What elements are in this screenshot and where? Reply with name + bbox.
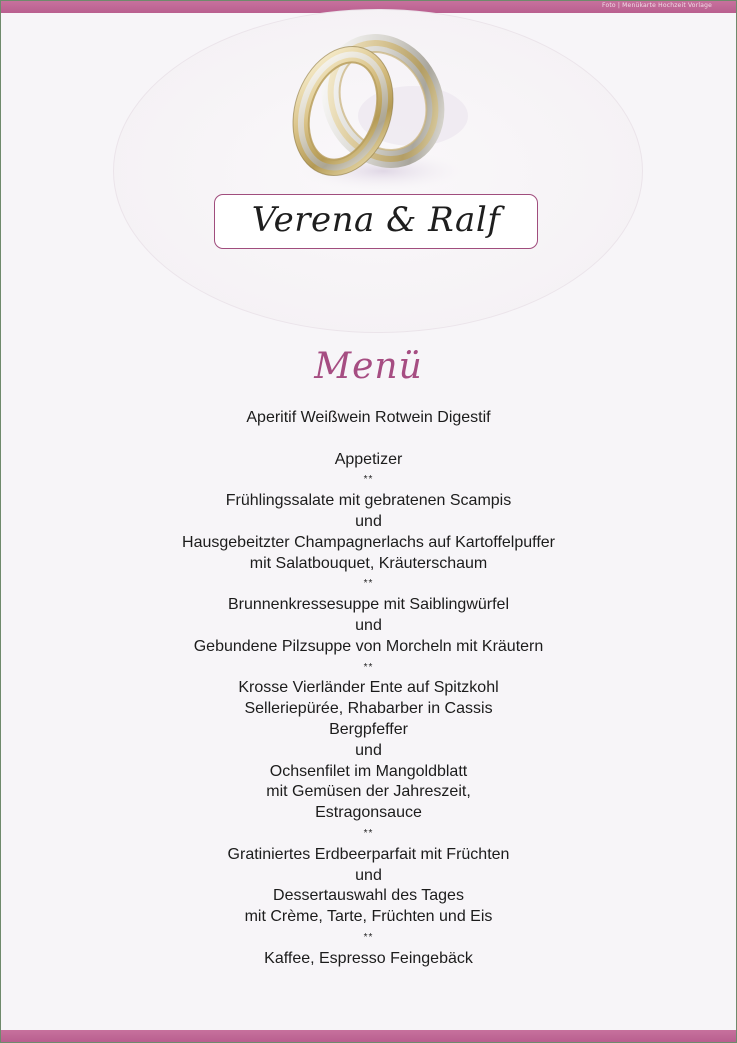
couple-names: Verena & Ralf bbox=[251, 199, 501, 240]
menu-item: und bbox=[355, 866, 382, 884]
menu-item: mit Gemüsen der Jahreszeit, bbox=[266, 783, 471, 801]
menu-item: Kaffee, Espresso Feingebäck bbox=[264, 949, 473, 967]
menu-item: und bbox=[355, 616, 382, 634]
menu-item: Krosse Vierländer Ente auf Spitzkohl bbox=[238, 679, 499, 697]
menu-item: Brunnenkressesuppe mit Saiblingwürfel bbox=[227, 596, 510, 614]
menu-separator: ** bbox=[363, 474, 374, 486]
menu-item: Bergpfeffer bbox=[329, 720, 408, 738]
couple-name-box bbox=[214, 194, 538, 249]
menu-list bbox=[1, 408, 736, 970]
menu-item: und bbox=[355, 512, 382, 530]
menu-item: mit Crème, Tarte, Früchten und Eis bbox=[244, 908, 493, 926]
menu-item: Estragonsauce bbox=[315, 804, 422, 822]
menu-item: Gebundene Pilzsuppe von Morcheln mit Kräutern bbox=[193, 637, 544, 655]
menu-item: Gratiniertes Erdbeerparfait mit Früchten bbox=[227, 845, 510, 863]
menu-item: Frühlingssalate mit gebratenen Scampis bbox=[225, 492, 512, 510]
menu-item: und bbox=[355, 741, 382, 759]
menu-item: Appetizer bbox=[334, 450, 403, 468]
menu-separator: ** bbox=[363, 827, 374, 839]
menu-spacer bbox=[1, 429, 736, 450]
menu-item: Hausgebeitzter Champagnerlachs auf Kartoffelpuffer bbox=[182, 533, 555, 551]
menu-item: Aperitif Weißwein Rotwein Digestif bbox=[246, 409, 491, 426]
menu-item: Dessertauswahl des Tages bbox=[273, 887, 464, 905]
wedding-rings-icon bbox=[263, 21, 473, 191]
menu-separator: ** bbox=[363, 931, 374, 943]
bottom-band bbox=[1, 1030, 736, 1042]
photo-credit: Foto | Menükarte Hochzeit Vorlage bbox=[602, 2, 712, 9]
menu-item: Ochsenfilet im Mangoldblatt bbox=[269, 762, 468, 780]
menu-separator: ** bbox=[363, 661, 374, 673]
menu-title: Menü bbox=[314, 346, 423, 387]
menu-item: mit Salatbouquet, Kräuterschaum bbox=[249, 554, 488, 572]
menu-item: Selleriepürée, Rhabarber in Cassis bbox=[244, 700, 493, 718]
menu-separator: ** bbox=[363, 578, 374, 590]
